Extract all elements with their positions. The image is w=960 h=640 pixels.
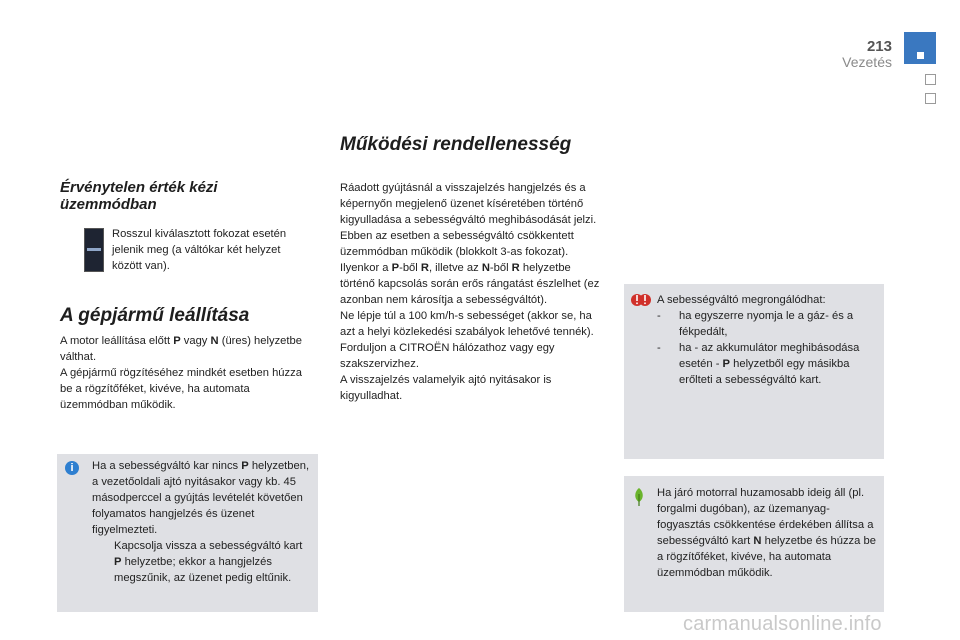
invalid-value-text: Rosszul kiválasztott fokozat esetén jelenik meg (a váltókar két helyzet között van). bbox=[112, 228, 287, 272]
leaf-icon bbox=[633, 488, 645, 506]
chapter-tab-box[interactable] bbox=[925, 93, 936, 104]
info-icon: i bbox=[65, 461, 79, 475]
section-title-stopping: A gépjármű leállítása bbox=[60, 305, 250, 326]
chapter-tab-active[interactable] bbox=[904, 32, 936, 64]
warning-icon bbox=[631, 292, 651, 308]
info-box-text: Ha a sebességváltó kar nincs P helyzetben, a vezetőoldali ajtó nyitásakor vagy kb. 45 másodperccel a gyújtás levételét követően folyamatos hangjelzés és üzenet figyelmezteti. Kapcsolja vissza a sebességváltó kart P helyzetbe; ekkor a hangjelzés megszűnik, az üzenet pedig eltűnik. bbox=[92, 460, 310, 584]
page-number: 213 bbox=[866, 38, 892, 55]
chapter-title: Vezetés bbox=[842, 54, 892, 70]
malfunction-text: Ráadott gyújtásnál a visszajelzés hangjelzés és a képernyőn megjelenő üzenet kíséretében történő kigyulladása a sebességváltó meghibásodását jelzi. Ebben az esetben a sebességváltó csökkentett üzemmódban működik (blokkolt 3-as fokozat). Ilyenkor a P-ből R, illetve az N-ből R helyzetbe történő kapcsolás során erős rángatást észlelhet (ez azonban nem károsítja a sebességváltót). Ne lépje túl a 100 km/h-s sebességet (akkor se, ha azt a helyi közlekedési szabályok lehetővé tennék). Forduljon a CITROËN hálózathoz vagy egy szakszervizhez. A visszajelzés valamelyik ajtó nyitásakor is kigyulladhat. bbox=[340, 182, 600, 402]
watermark: carmanualsonline.info bbox=[683, 613, 882, 635]
section-title-invalid-value: Érvénytelen érték kézi üzemmódban bbox=[60, 179, 218, 213]
chapter-tab-box[interactable] bbox=[925, 74, 936, 85]
warning-box-text: A sebességváltó megrongálódhat: - ha egyszerre nyomja le a gáz- és a fékpedált, - ha - az akkumulátor meghibásodása esetén - P helyzetből egy másikba erőlteti a sebességváltó kart. bbox=[657, 294, 860, 386]
gear-display-icon bbox=[84, 228, 104, 272]
tab-marker-icon bbox=[917, 52, 924, 59]
section-title-malfunction: Működési rendellenesség bbox=[340, 134, 572, 155]
eco-box-text: Ha járó motorral huzamosabb ideig áll (pl. forgalmi dugóban), az üzemanyag-fogyasztás csökkentése érdekében állítsa a sebességváltó kart N helyzetbe és húzza be a rögzítőféket, kivéve, ha automata üzemmódban működik. bbox=[657, 487, 876, 579]
stopping-text: A motor leállítása előtt P vagy N (üres) helyzetbe válthat. A gépjármű rögzítéséhez mindkét esetben húzza be a rögzítőféket, kivéve, ha automata üzemmódban működik. bbox=[60, 335, 302, 411]
bullet-icon bbox=[92, 538, 114, 586]
